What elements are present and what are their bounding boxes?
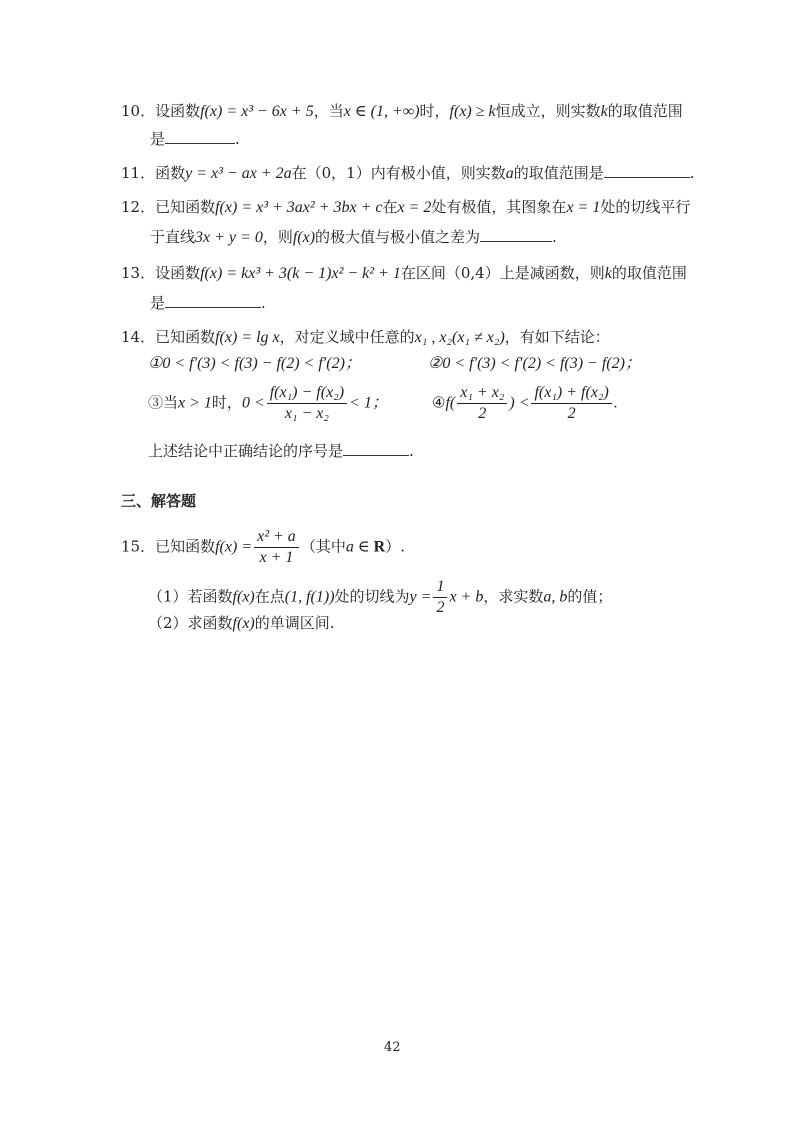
question-15-part-2: （2）求函数f(x)的单调区间. bbox=[148, 614, 335, 632]
question-number: 15． bbox=[121, 537, 156, 556]
fraction: $\frac{\text{f(x₁) + f(x₂)}}{2}$ bbox=[531, 384, 611, 423]
question-12-line-1: 12．已知函数f(x) = x³ + 3ax² + 3bx + c在x = 2处有极值，其图象在x = 1处的切线平行 bbox=[121, 198, 691, 216]
question-14-conclusion-4: ④f( $\frac{\text{x₁ + x₂}}{2}$ ) < $\frac{\text{f(x₁) + f(x₂)}}{2}$ . bbox=[432, 384, 618, 422]
function-expression: y = x³ − ax + 2a bbox=[185, 165, 292, 182]
question-15-stem: 15．已知函数f(x) = $\frac{\text{x² + a}}{x + 1}$ （其中a ∈ R）. bbox=[121, 528, 406, 566]
question-number: 10． bbox=[121, 102, 156, 120]
question-11: 11．函数y = x³ − ax + 2a在（0，1）内有极小值，则实数a的取值范围是 . bbox=[121, 164, 695, 182]
function-expression: f(x) = x³ + 3ax² + 3bx + c bbox=[215, 199, 383, 216]
question-number: 12． bbox=[121, 198, 156, 216]
question-number: 13． bbox=[121, 264, 156, 282]
question-14-conclusion-3: ③当x > 1时，0 < $\frac{\text{f(x₁) − f(x₂)}}{\text{x₁ − x₂}}$ < 1； bbox=[148, 384, 388, 422]
function-expression: f(x) = x³ − 6x + 5 bbox=[200, 103, 314, 120]
answer-blank[interactable] bbox=[165, 129, 235, 144]
question-13-line-2: 是 . bbox=[150, 294, 266, 312]
question-14-conclusion-2: ②0 < f′(3) < f′(2) < f(3) − f(2)； bbox=[428, 355, 641, 372]
fraction: $\frac{\text{x² + a}}{x + 1}$ bbox=[254, 528, 299, 567]
question-13-line-1: 13．设函数f(x) = kx³ + 3(k − 1)x² − k² + 1在区间（0,4）上是减函数，则k的取值范围 bbox=[121, 264, 687, 282]
question-10-line-2: 是 . bbox=[150, 130, 240, 148]
question-15-part-1: （1）若函数f(x)在点(1, f(1))处的切线为y = $\frac{1}{2}$ x + b，求实数a, b的值； bbox=[148, 578, 613, 616]
page-number: 42 bbox=[384, 1040, 401, 1055]
question-12-line-2: 于直线3x + y = 0，则f(x)的极大值与极小值之差为 . bbox=[150, 228, 557, 246]
answer-blank[interactable] bbox=[343, 441, 409, 456]
answer-blank[interactable] bbox=[604, 163, 690, 178]
section-heading: 三、解答题 bbox=[121, 492, 197, 510]
fraction: $\frac{\text{x₁ + x₂}}{2}$ bbox=[457, 384, 507, 423]
function-expression: f(x) = lg x bbox=[215, 329, 280, 346]
question-14-conclusion-1: ①0 < f′(3) < f(3) − f(2) < f′(2)； bbox=[148, 355, 361, 372]
fraction: $\frac{1}{2}$ bbox=[433, 578, 447, 617]
question-14-conclusion-prompt: 上述结论中正确结论的序号是 . bbox=[148, 442, 414, 460]
fraction: $\frac{\text{f(x₁) − f(x₂)}}{\text{x₁ − x₂}}$ bbox=[267, 384, 347, 423]
question-number: 11． bbox=[121, 164, 156, 182]
question-14-stem: 14．已知函数f(x) = lg x，对定义域中任意的x₁ , x₂(x₁ ≠ x₂)，有如下结论： bbox=[121, 328, 610, 346]
question-10-line-1: 10．设函数f(x) = x³ − 6x + 5，当x ∈ (1, +∞)时，f(x) ≥ k恒成立，则实数k的取值范围 bbox=[121, 102, 683, 120]
answer-blank[interactable] bbox=[165, 293, 261, 308]
answer-blank[interactable] bbox=[480, 227, 552, 242]
question-number: 14． bbox=[121, 328, 156, 346]
function-expression: f(x) = kx³ + 3(k − 1)x² − k² + 1 bbox=[200, 265, 401, 282]
